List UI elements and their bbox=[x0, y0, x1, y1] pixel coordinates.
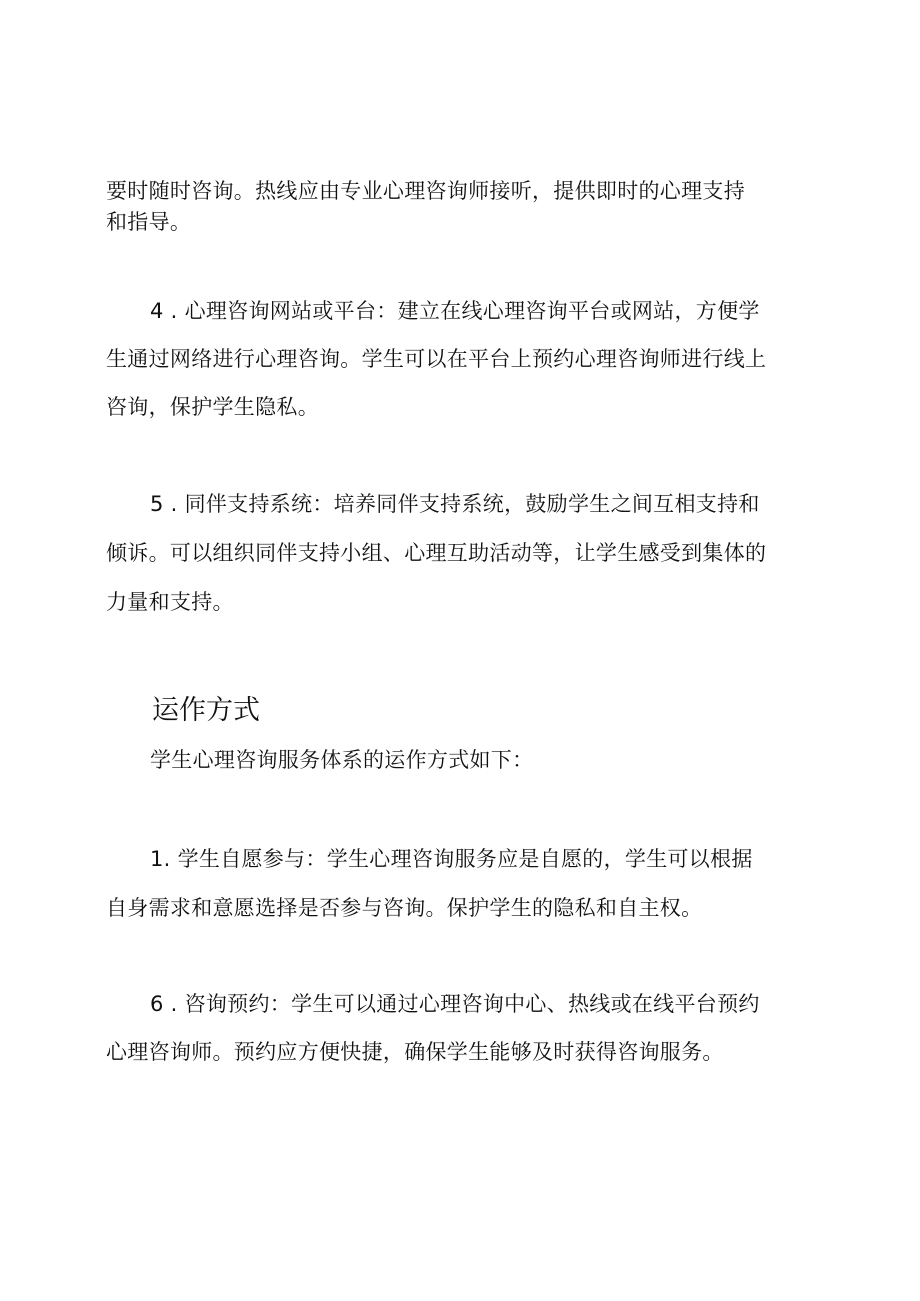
text-line: 4 . 心理咨询网站或平台：建立在线心理咨询平台或网站，方便学 bbox=[150, 299, 760, 323]
text-line: 要时随时咨询。热线应由专业心理咨询师接听，提供即时的心理支持 bbox=[106, 179, 745, 203]
text-line: 自身需求和意愿选择是否参与咨询。保护学生的隐私和自主权。 bbox=[106, 896, 703, 920]
text-line: 1. 学生自愿参与：学生心理咨询服务应是自愿的，学生可以根据 bbox=[150, 847, 753, 871]
section-intro: 学生心理咨询服务体系的运作方式如下： bbox=[150, 748, 534, 772]
text-line: 生通过网络进行心理咨询。学生可以在平台上预约心理咨询师进行线上 bbox=[106, 347, 767, 371]
text-line: 5 . 同伴支持系统：培养同伴支持系统，鼓励学生之间互相支持和 bbox=[150, 492, 760, 516]
text-line: 6 . 咨询预约：学生可以通过心理咨询中心、热线或在线平台预约 bbox=[150, 992, 760, 1016]
text-line: 倾诉。可以组织同伴支持小组、心理互助活动等，让学生感受到集体的 bbox=[106, 541, 767, 565]
text-line: 咨询，保护学生隐私。 bbox=[106, 395, 319, 419]
text-line: 心理咨询师。预约应方便快捷，确保学生能够及时获得咨询服务。 bbox=[106, 1040, 724, 1064]
text-line: 力量和支持。 bbox=[106, 590, 234, 614]
section-heading: 运作方式 bbox=[152, 695, 260, 726]
text-line: 和指导。 bbox=[106, 210, 192, 234]
